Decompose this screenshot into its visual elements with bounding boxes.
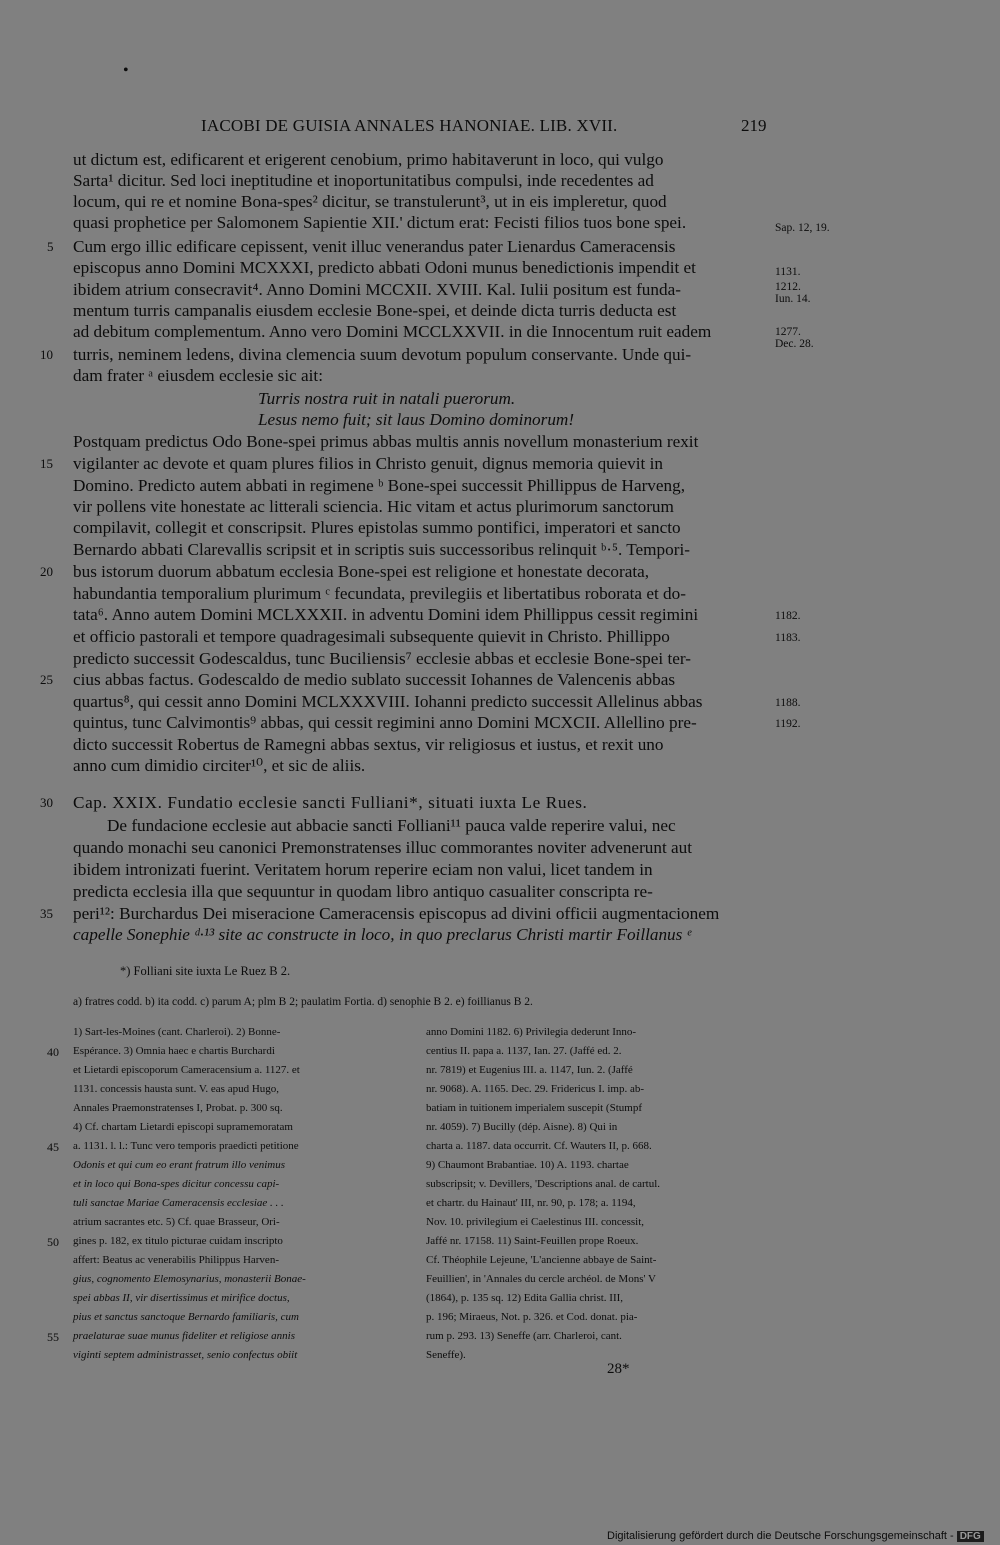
note-line: charta a. 1187. data occurrit. Cf. Wauters II, p. 668. (426, 1140, 652, 1152)
text-line: turris, neminem ledens, divina clemencia suum devotum populum conservante. Unde qui- (73, 345, 692, 364)
text-line: Cum ergo illic edificare cepissent, venit illuc venerandus pater Lienardus Cameracensis (73, 237, 676, 256)
note-line: viginti septem administrasset, senio confectus obiit (73, 1349, 298, 1361)
note-line: pius et sanctus sanctoque Bernardo familiaris, cum (73, 1311, 299, 1323)
text-line: ad debitum complementum. Anno vero Domini MCCLXXVII. in die Innocentum ruit eadem (73, 322, 712, 341)
page-number: 219 (741, 116, 767, 135)
note-line: 9) Chaumont Brabantiae. 10) A. 1193. chartae (426, 1159, 629, 1171)
line-number: 20 (40, 564, 53, 579)
text-line: mentum turris campanalis eiusdem ecclesie Bone-spei, et deinde dicta turris deducta est (73, 301, 677, 320)
note-line: Odonis et qui cum eo erant fratrum illo venimus (73, 1159, 286, 1171)
text-line: quintus, tunc Calvimontis⁹ abbas, qui cessit regimini anno Domini MCXCII. Allellino pre- (73, 713, 697, 732)
text-line: peri¹²: Burchardus Dei miseracione Cameracensis episcopus ad divini officii augmentacionem (73, 904, 720, 923)
margin-note: Dec. 28. (775, 338, 814, 350)
note-line: rum p. 293. 13) Seneffe (arr. Charleroi, cant. (426, 1330, 622, 1342)
note-line: tuli sanctae Mariae Cameracensis ecclesiae . . . (73, 1197, 284, 1209)
note-line: praelaturae suae munus fideliter et religiose annis (73, 1330, 296, 1342)
note-line: 4) Cf. chartam Lietardi episcopi supramemoratam (73, 1121, 293, 1133)
note-line: nr. 9068). A. 1165. Dec. 29. Fridericus I. imp. ab- (426, 1083, 645, 1095)
text-line: habundantia temporalium plurimum ᶜ fecundata, previlegiis et libertatibus roborata et do- (73, 584, 686, 603)
text-line: dam frater ᵃ eiusdem ecclesie sic ait: (73, 366, 323, 385)
note-line: batiam in tuitionem imperialem suscepit (Stumpf (426, 1102, 642, 1114)
margin-note: 1192. (775, 718, 801, 730)
margin-note: 1131. (775, 266, 801, 278)
text-line: vigilanter ac devote et quam plures filios in Christo genuit, dignus memoria quievit in (73, 454, 663, 473)
running-title: IACOBI DE GUISIA ANNALES HANONIAE. LIB. XVII. (201, 116, 618, 135)
line-number: 55 (47, 1330, 59, 1344)
text-line: ibidem intronizati fuerint. Veritatem horum reperire eciam non valui, licet tandem in (73, 860, 653, 879)
line-number: 30 (40, 795, 53, 810)
note-line: subscripsit; v. Devillers, 'Descriptions anal. de cartul. (426, 1178, 661, 1190)
verse-line: Turris nostra ruit in natali puerorum. (258, 389, 516, 408)
text-line: De fundacione ecclesie aut abbacie sancti Folliani¹¹ pauca valde reperire valui, nec (107, 816, 676, 835)
text-line: predicta ecclesia illa que sequuntur in quodam libro antiquo casualiter conscripta re- (73, 882, 653, 901)
line-number: 15 (40, 456, 53, 471)
note-line: gines p. 182, ex titulo picturae cuidam inscripto (73, 1235, 283, 1247)
text-line: Sarta¹ dicitur. Sed loci ineptitudine et inoportunitatibus compulsi, inde recedentes ad (73, 171, 654, 190)
text-line: ut dictum est, edificarent et erigerent cenobium, primo habitaverunt in loco, qui vulgo (73, 150, 664, 169)
chapter-heading: Cap. XXIX. Fundatio ecclesie sancti Fulliani*, situati iuxta Le Rues. (73, 793, 588, 812)
line-number: 45 (47, 1140, 59, 1154)
note-line: 1) Sart-les-Moines (cant. Charleroi). 2) Bonne- (73, 1026, 281, 1038)
note-line: nr. 7819) et Eugenius III. a. 1147, Iun. 2. (Jaffé (426, 1064, 633, 1076)
note-line: Nov. 10. privilegium ei Caelestinus III. concessit, (426, 1216, 645, 1228)
text-line: Domino. Predicto autem abbati in regimene ᵇ Bone-spei successit Phillippus de Harveng, (73, 476, 686, 495)
note-line: et Lietardi episcoporum Cameracensium a. 1127. et (73, 1064, 300, 1076)
note-line: p. 196; Miraeus, Not. p. 326. et Cod. donat. pia- (426, 1311, 638, 1323)
margin-note: 1277. (775, 326, 801, 338)
dfg-logo: DFG (957, 1531, 984, 1542)
margin-note: Iun. 14. (775, 293, 811, 305)
note-line: gius, cognomento Elemosynarius, monasterii Bonae- (73, 1273, 306, 1285)
text-line: dicto successit Robertus de Ramegni abbas sextus, vir religiosus et iustus, et rexit uno (73, 735, 664, 754)
note-line: (1864), p. 135 sq. 12) Edita Gallia christ. III, (426, 1292, 624, 1304)
footer-text: Digitalisierung gefördert durch die Deutsche Forschungsgemeinschaft - (607, 1530, 954, 1542)
note-line: et chartr. du Hainaut' III, nr. 90, p. 178; a. 1194, (426, 1197, 636, 1209)
text-line: episcopus anno Domini MCXXXI, predicto abbati Odoni munus benedictionis impendit et (73, 258, 696, 277)
text-line: Bernardo abbati Clarevallis scripsit et in scriptis suis successoribus relinquit ᵇ·⁵. Tempori- (73, 540, 690, 559)
text-line: quando monachi seu canonici Premonstratenses illuc commorantes noviter advenerunt aut (73, 838, 693, 857)
margin-note: 1188. (775, 697, 801, 709)
text-line: locum, qui re et nomine Bona-spes² dicitur, se transtulerunt³, ut in eis impleretur, quod (73, 192, 667, 211)
line-number: 35 (40, 906, 53, 921)
note-line: et in loco qui Bona-spes dicitur concessu capi- (73, 1178, 280, 1190)
text-line: et officio pastorali et tempore quadragesimali subsequente quievit in Christo. Phillippo (73, 627, 670, 646)
note-line: a. 1131. l. l.: Tunc vero temporis praedicti petitione (73, 1140, 299, 1152)
margin-note: Sap. 12, 19. (775, 222, 830, 234)
footnote-star: *) Folliani site iuxta Le Ruez B 2. (120, 964, 291, 978)
text-line: bus istorum duorum abbatum ecclesia Bone-spei est religione et honestate decorata, (73, 562, 650, 581)
margin-note: 1182. (775, 610, 801, 622)
note-line: 1131. concessis hausta sunt. V. eas apud Hugo, (73, 1083, 280, 1095)
verse-line: Lesus nemo fuit; sit laus Domino dominorum! (258, 410, 575, 429)
note-line: centius II. papa a. 1137, Ian. 27. (Jaffé ed. 2. (426, 1045, 622, 1057)
line-number: 10 (40, 347, 53, 362)
note-line: nr. 4059). 7) Bucilly (dép. Aisne). 8) Qui in (426, 1121, 618, 1133)
note-line: Feuillien', in 'Annales du cercle archéol. de Mons' V (426, 1273, 656, 1285)
text-line: anno cum dimidio circiter¹⁰, et sic de aliis. (73, 756, 366, 775)
signature-mark: 28* (607, 1361, 630, 1377)
note-line: anno Domini 1182. 6) Privilegia dederunt Inno- (426, 1026, 637, 1038)
footer-credit (607, 1530, 984, 1542)
note-line: atrium sacrantes etc. 5) Cf. quae Brasseur, Ori- (73, 1216, 280, 1228)
note-line: Espérance. 3) Omnia haec e chartis Burchardi (73, 1045, 275, 1057)
stray-dot: • (123, 62, 129, 79)
text-line: tata⁶. Anno autem Domini MCLXXXII. in adventu Domini idem Phillippus cessit regimini (73, 605, 699, 624)
margin-note: 1212. (775, 281, 801, 293)
line-number: 25 (40, 672, 53, 687)
variant-notes: a) fratres codd. b) ita codd. c) parum A; plm B 2; paulatim Fortia. d) senophie B 2. e) foillianus B 2. (73, 996, 533, 1008)
text-line: cius abbas factus. Godescaldo de medio sublato successit Iohannes de Valencenis abbas (73, 670, 676, 689)
text-line: ibidem atrium consecravit⁴. Anno Domini MCCXII. XVIII. Kal. Iulii positum est funda- (73, 280, 681, 299)
text-line: quasi prophetice per Salomonem Sapientie XII.' dictum erat: Fecisti filios tuos bone spei. (73, 213, 687, 232)
note-line: Annales Praemonstratenses I, Probat. p. 300 sq. (73, 1102, 283, 1114)
note-line: affert: Beatus ac venerabilis Philippus Harven- (73, 1254, 279, 1266)
text-line: capelle Sonephie ᵈ·¹³ site ac constructe in loco, in quo preclarus Christi martir Foillanus ᵉ (73, 925, 692, 944)
text-line: quartus⁸, qui cessit anno Domini MCLXXXVIII. Iohanni predicto successit Allelinus abbas (73, 692, 703, 711)
text-line: Postquam predictus Odo Bone-spei primus abbas multis annis novellum monasterium rexit (73, 432, 699, 451)
text-line: vir pollens vite honestate ac litterali sciencia. Hic vitam et actus plurimorum sanctorum (73, 497, 674, 516)
text-line: compilavit, collegit et conscripsit. Plures epistolas summo pontifici, imperatori et sancto (73, 518, 681, 537)
line-number: 5 (47, 239, 54, 254)
line-number: 40 (47, 1045, 59, 1059)
note-line: Seneffe). (426, 1349, 466, 1361)
note-line: Cf. Théophile Lejeune, 'L'ancienne abbaye de Saint- (426, 1254, 657, 1266)
margin-note: 1183. (775, 632, 801, 644)
text-line: predicto successit Godescaldus, tunc Buciliensis⁷ ecclesie abbas et ecclesie Bone-spei ter- (73, 649, 691, 668)
note-line: spei abbas II, vir disertissimus et mirifice doctus, (73, 1292, 290, 1304)
line-number: 50 (47, 1235, 59, 1249)
note-line: Jaffé nr. 17158. 11) Saint-Feuillen prope Roeux. (426, 1235, 639, 1247)
